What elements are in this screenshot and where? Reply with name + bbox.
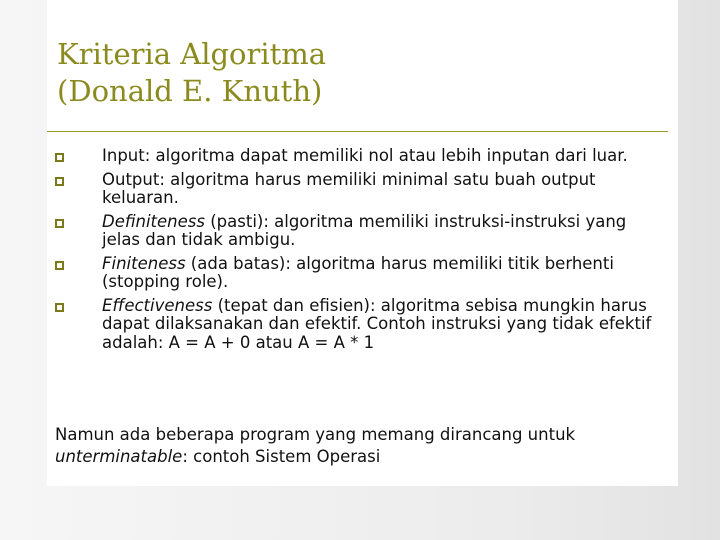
criteria-item-definiteness [47,213,667,250]
square-bullet-icon [55,177,64,186]
criteria-text: Output: algoritma harus memiliki minimal satu buah output keluaran. [102,169,596,207]
note-term: unterminatable [55,447,183,466]
square-bullet-icon [55,219,64,228]
criteria-item-effectiveness [47,297,667,353]
square-bullet-icon [55,303,64,312]
note-tail: : contoh Sistem Operasi [182,447,381,466]
criteria-term: Finiteness [102,253,186,273]
criteria-text: (pasti): algoritma memiliki instruksi-instruksi yang jelas dan tidak ambigu. [102,211,627,249]
square-bullet-icon [55,261,64,270]
slide-title-line-1: Kriteria Algoritma [57,37,327,71]
criteria-term: Effectiveness [102,295,213,315]
criteria-item-output [47,171,667,208]
criteria-term: Definiteness [102,211,205,231]
slide [47,0,678,486]
square-bullet-icon [55,153,64,162]
closing-note [55,424,675,468]
slide-title-line-2: (Donald E. Knuth) [57,74,323,108]
criteria-text: (ada batas): algoritma harus memiliki titik berhenti (stopping role). [102,253,614,291]
title-divider [47,131,668,132]
slide-title [57,36,326,110]
criteria-list [47,147,667,357]
criteria-item-input [47,147,667,166]
criteria-item-finiteness [47,255,667,292]
criteria-text: (tepat dan efisien): algoritma sebisa mungkin harus dapat dilaksanakan dan efektif. Contoh instruksi yang tidak efektif adalah: A = A + 0 atau A = A * 1 [102,295,652,352]
criteria-text: Input: algoritma dapat memiliki nol atau lebih inputan dari luar. [102,146,628,165]
note-text: Namun ada beberapa program yang memang dirancang untuk [55,425,576,444]
